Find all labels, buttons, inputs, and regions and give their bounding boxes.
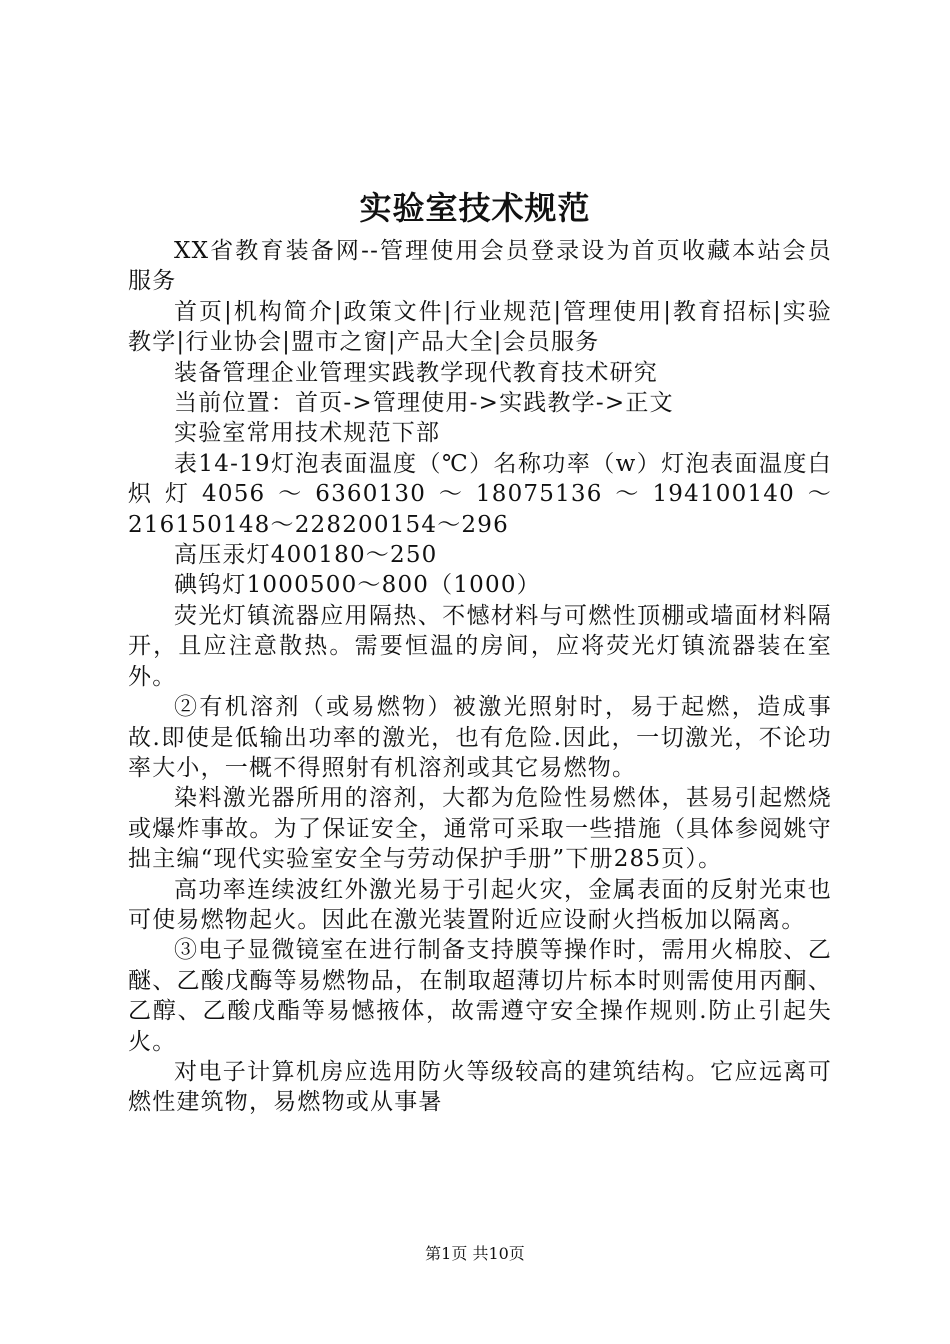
paragraph-subtitle: 实验室常用技术规范下部: [174, 420, 441, 447]
paragraph-mercury-lamp: 高压汞灯400180～250: [174, 542, 438, 569]
paragraph-categories: 装备管理企业管理实践教学现代教育技术研究: [174, 359, 658, 386]
paragraph-infrared-laser: 高功率连续波红外激光易于引起火灾，金属表面的反射光束也可使易燃物起火。因此在激光装置附近应设耐火挡板加以隔离。: [128, 876, 832, 933]
paragraph-breadcrumb: 当前位置：首页->管理使用->实践教学->正文: [174, 390, 674, 417]
paragraph-dye-laser: 染料激光器所用的溶剂，大都为危险性易燃体，甚易引起燃烧或爆炸事故。为了保证安全，通常可采取一些措施（具体参阅姚守拙主编“现代实验室安全与劳动保护手册”下册285页）。: [128, 785, 832, 873]
document-title: 实验室技术规范: [359, 189, 591, 227]
paragraph-computer-room: 对电子计算机房应选用防火等级较高的建筑结构。它应远离可燃性建筑物，易燃物或从事暑: [128, 1058, 832, 1116]
paragraph-electron-microscope: ③电子显微镜室在进行制备支持膜等操作时，需用火棉胶、乙醚、乙酸戊酶等易燃物品，在制取超薄切片标本时则需使用丙酮、乙醇、乙酸戊酯等易憾掖体，故需遵守安全操作规则.防止引起失火。: [128, 937, 832, 1055]
paragraph-table-bulb-temperature: 表14-19灯泡表面温度（℃）名称功率（w）灯泡表面温度白炽灯4056～6360130～18075136～194100140～216150148～228200154～296: [128, 450, 832, 538]
paragraph-nav-menu: 首页|机构简介|政策文件|行业规范|管理使用|教育招标|实验教学|行业协会|盟市之窗|产品大全|会员服务: [128, 298, 832, 356]
paragraph-organic-solvent-laser: ②有机溶剂（或易燃物）被激光照射时，易于起燃，造成事故.即使是低输出功率的激光，也有危险.因此，一切激光，不论功率大小，一概不得照射有机溶剂或其它易燃物。: [128, 694, 832, 781]
document-body: [128, 236, 832, 1118]
paragraph-iodine-tungsten-lamp: 碘钨灯1000500～800（1000）: [174, 572, 541, 599]
page-number-footer: 第1页 共10页: [425, 1244, 525, 1263]
paragraph-fluorescent-ballast: 荧光灯镇流器应用隔热、不憾材料与可燃性顶棚或墙面材料隔开，且应注意散热。需要恒温的房间，应将荧光灯镇流器装在室外。: [128, 602, 832, 690]
paragraph-site-header: XX省教育装备网--管理使用会员登录设为首页收藏本站会员服务: [128, 238, 832, 295]
